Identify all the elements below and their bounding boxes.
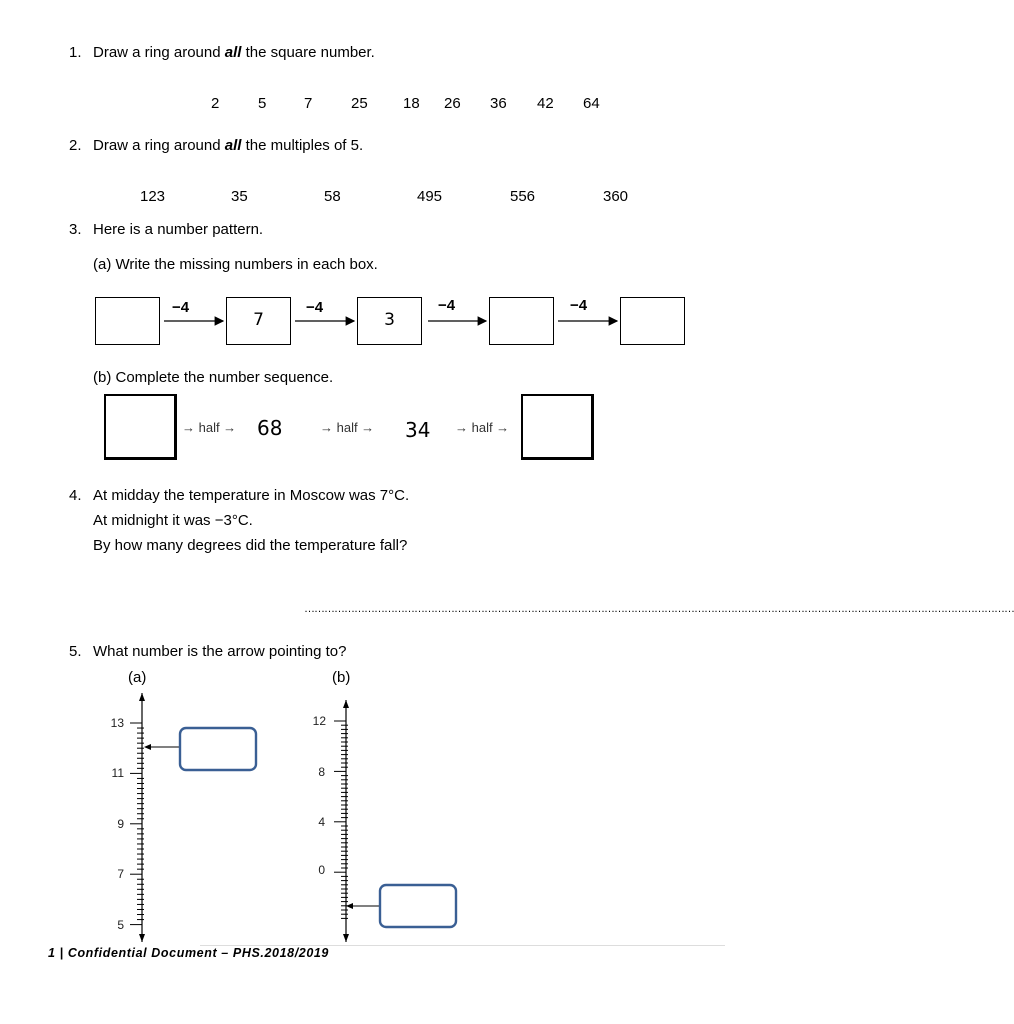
q2-number-item[interactable]: 123 <box>140 188 166 205</box>
scale-b-answer-box[interactable] <box>380 885 456 927</box>
q3-number: 3. <box>69 221 82 238</box>
scale-a-label: 7 <box>117 867 124 881</box>
q3-part-b-prompt: (b) Complete the number sequence. <box>93 369 334 386</box>
q1-number: 1. <box>69 44 82 61</box>
q2-number-item[interactable]: 58 <box>324 188 341 205</box>
scale-b-label: 4 <box>318 815 325 829</box>
scale-a-label: 5 <box>117 918 124 932</box>
pointer-arrowhead-icon <box>144 744 151 750</box>
footer-page-number: 1 | <box>48 946 64 960</box>
scale-b-label: 8 <box>318 765 325 779</box>
scale-a-answer-box[interactable] <box>180 728 256 770</box>
page-footer <box>48 946 329 960</box>
q4-number: 4. <box>69 487 82 504</box>
q1-prompt <box>93 44 375 61</box>
pattern-answer-box[interactable] <box>95 297 160 345</box>
q4-line3: By how many degrees did the temperature fall? <box>93 537 408 554</box>
sequence-answer-box[interactable] <box>104 394 177 460</box>
pattern-box-value: 3 <box>384 310 395 330</box>
scale-b-label: 0 <box>318 863 325 877</box>
q4-line2: At midnight it was −3°C. <box>93 512 253 529</box>
sequence-value: 68 <box>257 416 283 440</box>
footer-text: Confidential Document – PHS.2018/2019 <box>67 946 329 960</box>
pattern-arrows <box>160 296 690 336</box>
q3-prompt: Here is a number pattern. <box>93 221 264 238</box>
axis-arrowhead-icon <box>343 700 349 708</box>
axis-arrowhead-icon <box>343 934 349 942</box>
q1-number-item[interactable]: 42 <box>537 95 554 112</box>
q1-number-item[interactable]: 18 <box>403 95 420 112</box>
q2-number-item[interactable]: 495 <box>417 188 443 205</box>
q5-number: 5. <box>69 643 82 660</box>
scale-a-label: 9 <box>117 817 124 831</box>
q1-number-item[interactable]: 36 <box>490 95 507 112</box>
q2-number-item[interactable]: 35 <box>231 188 248 205</box>
scale-a-label: 11 <box>111 766 124 780</box>
pointer-arrowhead-icon <box>346 903 353 909</box>
scale-a-ticks <box>130 693 145 942</box>
half-label: → half → <box>320 420 375 435</box>
q3-part-a-prompt: (a) Write the missing numbers in each box. <box>93 256 378 273</box>
q1-number-item[interactable]: 25 <box>351 95 368 112</box>
q1-number-item[interactable]: 64 <box>583 95 600 112</box>
q2-number: 2. <box>69 137 82 154</box>
step-label: −4 <box>570 297 588 314</box>
q1-text-before: Draw a ring around <box>93 44 225 61</box>
q2-number-item[interactable]: 360 <box>603 188 629 205</box>
q1-number-item[interactable]: 26 <box>444 95 461 112</box>
axis-arrowhead-icon <box>139 934 145 942</box>
q1-number-item[interactable]: 5 <box>258 95 267 112</box>
q5-part-b-label: (b) <box>332 669 351 686</box>
q1-emphasis: all <box>224 44 242 61</box>
q2-text-after: the multiples of 5. <box>241 137 364 154</box>
axis-arrowhead-icon <box>139 693 145 701</box>
scale-b <box>300 690 470 945</box>
half-label: → half → <box>455 420 510 435</box>
q4-line1: At midday the temperature in Moscow was 7°C. <box>93 487 410 504</box>
q5-prompt: What number is the arrow pointing to? <box>93 643 347 660</box>
q4-answer-line[interactable]: …………………………………………………………………………………………………………………………………………………………………………………………… <box>304 603 1014 615</box>
q2-text-before: Draw a ring around <box>93 137 225 154</box>
scale-a-label: 13 <box>110 716 124 730</box>
q2-number-item[interactable]: 556 <box>510 188 536 205</box>
sequence-answer-box[interactable] <box>521 394 594 460</box>
q2-emphasis: all <box>224 137 242 154</box>
step-label: −4 <box>172 299 190 316</box>
q2-prompt <box>93 137 363 154</box>
step-label: −4 <box>306 299 324 316</box>
pattern-box-value: 7 <box>253 310 264 330</box>
scale-a <box>100 690 270 945</box>
q1-text-after: the square number. <box>241 44 375 61</box>
scale-b-label: 12 <box>312 714 326 728</box>
q1-number-item[interactable]: 7 <box>304 95 313 112</box>
q5-part-a-label: (a) <box>128 669 147 686</box>
sequence-value: 34 <box>405 418 431 442</box>
step-label: −4 <box>438 297 456 314</box>
q1-number-item[interactable]: 2 <box>211 95 220 112</box>
half-label: → half → <box>182 420 237 435</box>
